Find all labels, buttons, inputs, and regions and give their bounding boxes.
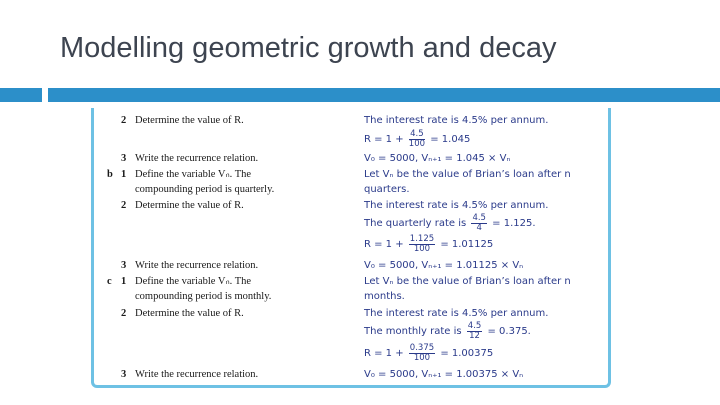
working-text: R = 1 +: [364, 134, 404, 145]
step-number: 2: [121, 308, 127, 319]
working-text: = 0.375.: [487, 326, 531, 337]
working-text: The monthly rate is: [364, 326, 462, 337]
step-instruction: Define the variable Vₙ. The: [135, 276, 252, 287]
working-text: Let Vₙ be the value of Brian’s loan after n: [364, 276, 571, 287]
working-text: V₀ = 5000, Vₙ₊₁ = 1.00375 × Vₙ: [364, 369, 524, 380]
step-instruction: compounding period is quarterly.: [135, 184, 275, 195]
fraction-denominator: 100: [413, 352, 431, 363]
step-instruction: Determine the value of R.: [135, 200, 244, 211]
step-instruction: Determine the value of R.: [135, 115, 244, 126]
fraction: [409, 130, 425, 149]
fraction: [471, 214, 487, 233]
fraction-numerator: 4.5: [410, 128, 424, 139]
working-text: The interest rate is 4.5% per annum.: [364, 308, 549, 319]
step-instruction: Write the recurrence relation.: [135, 260, 259, 271]
working-text: V₀ = 5000, Vₙ₊₁ = 1.045 × Vₙ: [364, 153, 511, 164]
step-instruction: Write the recurrence relation.: [135, 153, 259, 164]
working-text: = 1.045: [430, 134, 471, 145]
step-number: 2: [121, 115, 127, 126]
step-instruction: Determine the value of R.: [135, 308, 244, 319]
working-text: quarters.: [364, 184, 410, 195]
step-instruction: Write the recurrence relation.: [135, 369, 259, 380]
fraction-denominator: 100: [408, 138, 426, 149]
working-text: months.: [364, 291, 405, 302]
working-text: V₀ = 5000, Vₙ₊₁ = 1.01125 × Vₙ: [364, 260, 524, 271]
fraction-denominator: 4: [476, 222, 482, 233]
fraction-numerator: 0.375: [409, 342, 435, 353]
working-text: R = 1 +: [364, 239, 404, 250]
step-number: 3: [121, 260, 127, 271]
slide-title: Modelling geometric growth and decay: [60, 32, 557, 64]
fraction-numerator: 4.5: [472, 212, 486, 223]
step-instruction: compounding period is monthly.: [135, 291, 272, 302]
fraction-denominator: 12: [469, 330, 480, 341]
working-text: = 1.125.: [492, 218, 536, 229]
part-label: b: [107, 169, 113, 180]
fraction: [467, 322, 483, 341]
accent-bar-right: [48, 88, 720, 102]
fraction-denominator: 100: [413, 243, 431, 254]
working-text: The interest rate is 4.5% per annum.: [364, 200, 549, 211]
part-label: c: [107, 276, 112, 287]
working-equation: [364, 127, 470, 153]
accent-bar-left: [0, 88, 42, 102]
step-number: 2: [121, 200, 127, 211]
step-instruction: Define the variable Vₙ. The: [135, 169, 252, 180]
working-text: The interest rate is 4.5% per annum.: [364, 115, 549, 126]
step-number: 3: [121, 153, 127, 164]
fraction: [409, 235, 435, 254]
fraction: [409, 344, 435, 363]
step-number: 1: [121, 276, 127, 287]
working-text: = 1.01125: [440, 239, 494, 250]
fraction-numerator: 4.5: [467, 320, 482, 331]
working-text: Let Vₙ be the value of Brian’s loan after n: [364, 169, 571, 180]
step-number: 3: [121, 369, 127, 380]
working-equation: [364, 341, 493, 367]
working-text: The quarterly rate is: [364, 218, 467, 229]
fraction-numerator: 1.125: [409, 233, 435, 244]
working-equation: [364, 232, 493, 258]
step-number: 1: [121, 169, 127, 180]
worked-example-panel: [91, 108, 611, 388]
working-text: = 1.00375: [440, 348, 494, 359]
working-text: R = 1 +: [364, 348, 404, 359]
